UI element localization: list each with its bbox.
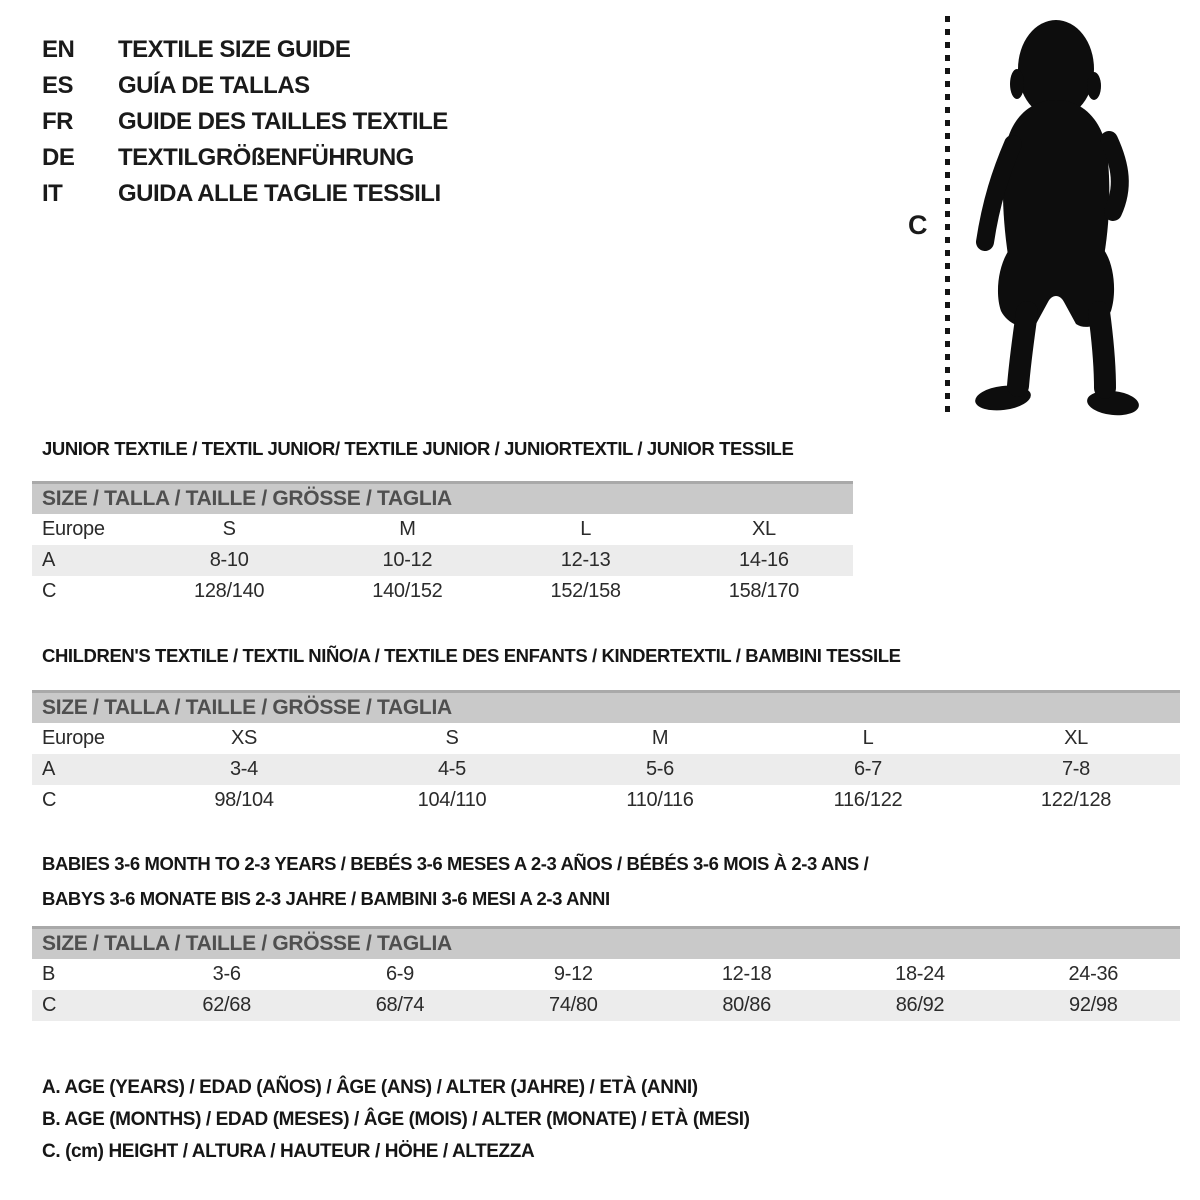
language-label: TEXTILE SIZE GUIDE [118, 36, 351, 63]
row-label: C [42, 789, 57, 811]
table-row [32, 545, 853, 576]
junior-size-table [32, 481, 853, 607]
size-cell: XL [1064, 727, 1088, 749]
language-label: GUÍA DE TALLAS [118, 72, 310, 99]
size-cell: 3-4 [229, 758, 258, 780]
size-cell: 122/128 [1040, 789, 1112, 811]
size-cell: 3-6 [212, 963, 241, 985]
row-label: C [42, 994, 57, 1016]
size-cell: 128/140 [194, 580, 265, 602]
language-code: FR [42, 108, 73, 135]
table-row [32, 723, 1180, 754]
language-row [42, 176, 448, 212]
size-cell: XL [751, 518, 776, 540]
table-row [32, 990, 1180, 1021]
table-row [32, 514, 853, 545]
size-cell: S [445, 727, 459, 749]
size-cell: 5-6 [645, 758, 674, 780]
size-cell: 98/104 [214, 789, 274, 811]
size-cell: 68/74 [375, 994, 425, 1016]
table-row [32, 576, 853, 607]
language-code: ES [42, 72, 74, 99]
row-label: A [42, 758, 56, 780]
table-row [32, 959, 1180, 990]
footnote-a: A. AGE (YEARS) / EDAD (AÑOS) / ÂGE (ANS) / ALTER (JAHRE) / ETÀ (ANNI) [42, 1077, 698, 1098]
footnote-b: B. AGE (MONTHS) / EDAD (MESES) / ÂGE (MOIS) / ALTER (MONATE) / ETÀ (MESI) [42, 1109, 750, 1130]
size-cell: 74/80 [549, 994, 598, 1016]
size-cell: 14-16 [739, 549, 789, 571]
size-cell: 80/86 [722, 994, 771, 1016]
size-cell: 6-9 [385, 963, 414, 985]
language-label: GUIDA ALLE TAGLIE TESSILI [118, 180, 441, 207]
language-code: IT [42, 180, 63, 207]
measure-label-c: C [908, 210, 928, 240]
language-label: TEXTILGRÖßENFÜHRUNG [118, 144, 414, 171]
size-cell: 12-18 [721, 963, 772, 985]
size-cell: M [651, 727, 669, 749]
size-cell: 116/122 [833, 789, 903, 811]
size-cell: L [580, 518, 592, 540]
row-label: Europe [42, 518, 105, 540]
language-label: GUIDE DES TAILLES TEXTILE [118, 108, 448, 135]
size-header-bar: SIZE / TALLA / TAILLE / GRÖSSE / TAGLIA [32, 481, 853, 514]
size-cell: 6-7 [853, 758, 882, 780]
row-label: B [42, 963, 56, 985]
babies-size-table [32, 926, 1180, 1021]
language-code: DE [42, 144, 75, 171]
size-cell: 10-12 [382, 549, 433, 571]
babies-title-line-2: BABYS 3-6 MONATE BIS 2-3 JAHRE / BAMBINI 3-6 MESI A 2-3 ANNI [42, 888, 610, 909]
size-cell: 104/110 [417, 789, 487, 811]
height-measure-dashed-line [945, 16, 950, 418]
children-size-table [32, 690, 1180, 816]
toddler-silhouette [963, 12, 1151, 422]
table-row [32, 785, 1180, 816]
babies-section-title [42, 846, 868, 916]
footnotes [42, 1072, 750, 1168]
table-row [32, 754, 1180, 785]
language-row [42, 32, 448, 68]
size-cell: 9-12 [553, 963, 593, 985]
size-header-bar: SIZE / TALLA / TAILLE / GRÖSSE / TAGLIA [32, 690, 1180, 723]
size-cell: M [399, 518, 416, 540]
size-cell: XS [230, 727, 258, 749]
language-row [42, 104, 448, 140]
footnote-c: C. (cm) HEIGHT / ALTURA / HAUTEUR / HÖHE / ALTEZZA [42, 1141, 535, 1162]
size-cell: 62/68 [202, 994, 251, 1016]
size-cell: 4-5 [437, 758, 466, 780]
size-cell: 92/98 [1069, 994, 1118, 1016]
row-label: Europe [42, 727, 105, 749]
size-cell: 140/152 [372, 580, 443, 602]
size-cell: 24-36 [1068, 963, 1119, 985]
children-section-title: CHILDREN'S TEXTILE / TEXTIL NIÑO/A / TEXTILE DES ENFANTS / KINDERTEXTIL / BAMBINI TESSILE [42, 645, 901, 666]
size-cell: 12-13 [560, 549, 611, 571]
language-list [42, 32, 448, 212]
size-cell: 86/92 [895, 994, 945, 1016]
size-cell: 8-10 [209, 549, 249, 571]
row-label: C [42, 580, 57, 602]
size-cell: 110/116 [626, 789, 694, 811]
size-cell: 7-8 [1061, 758, 1090, 780]
size-cell: S [222, 518, 236, 540]
junior-section-title: JUNIOR TEXTILE / TEXTIL JUNIOR/ TEXTILE JUNIOR / JUNIORTEXTIL / JUNIOR TESSILE [42, 438, 794, 459]
size-cell: 158/170 [728, 580, 799, 602]
size-cell: 152/158 [550, 580, 621, 602]
size-header-bar: SIZE / TALLA / TAILLE / GRÖSSE / TAGLIA [32, 926, 1180, 959]
size-cell: 18-24 [895, 963, 945, 985]
language-row [42, 140, 448, 176]
language-code: EN [42, 36, 75, 63]
size-cell: L [862, 727, 874, 749]
row-label: A [42, 549, 56, 571]
babies-title-line-1: BABIES 3-6 MONTH TO 2-3 YEARS / BEBÉS 3-6 MESES A 2-3 AÑOS / BÉBÉS 3-6 MOIS À 2-3 ANS / [42, 853, 869, 874]
language-row [42, 68, 448, 104]
